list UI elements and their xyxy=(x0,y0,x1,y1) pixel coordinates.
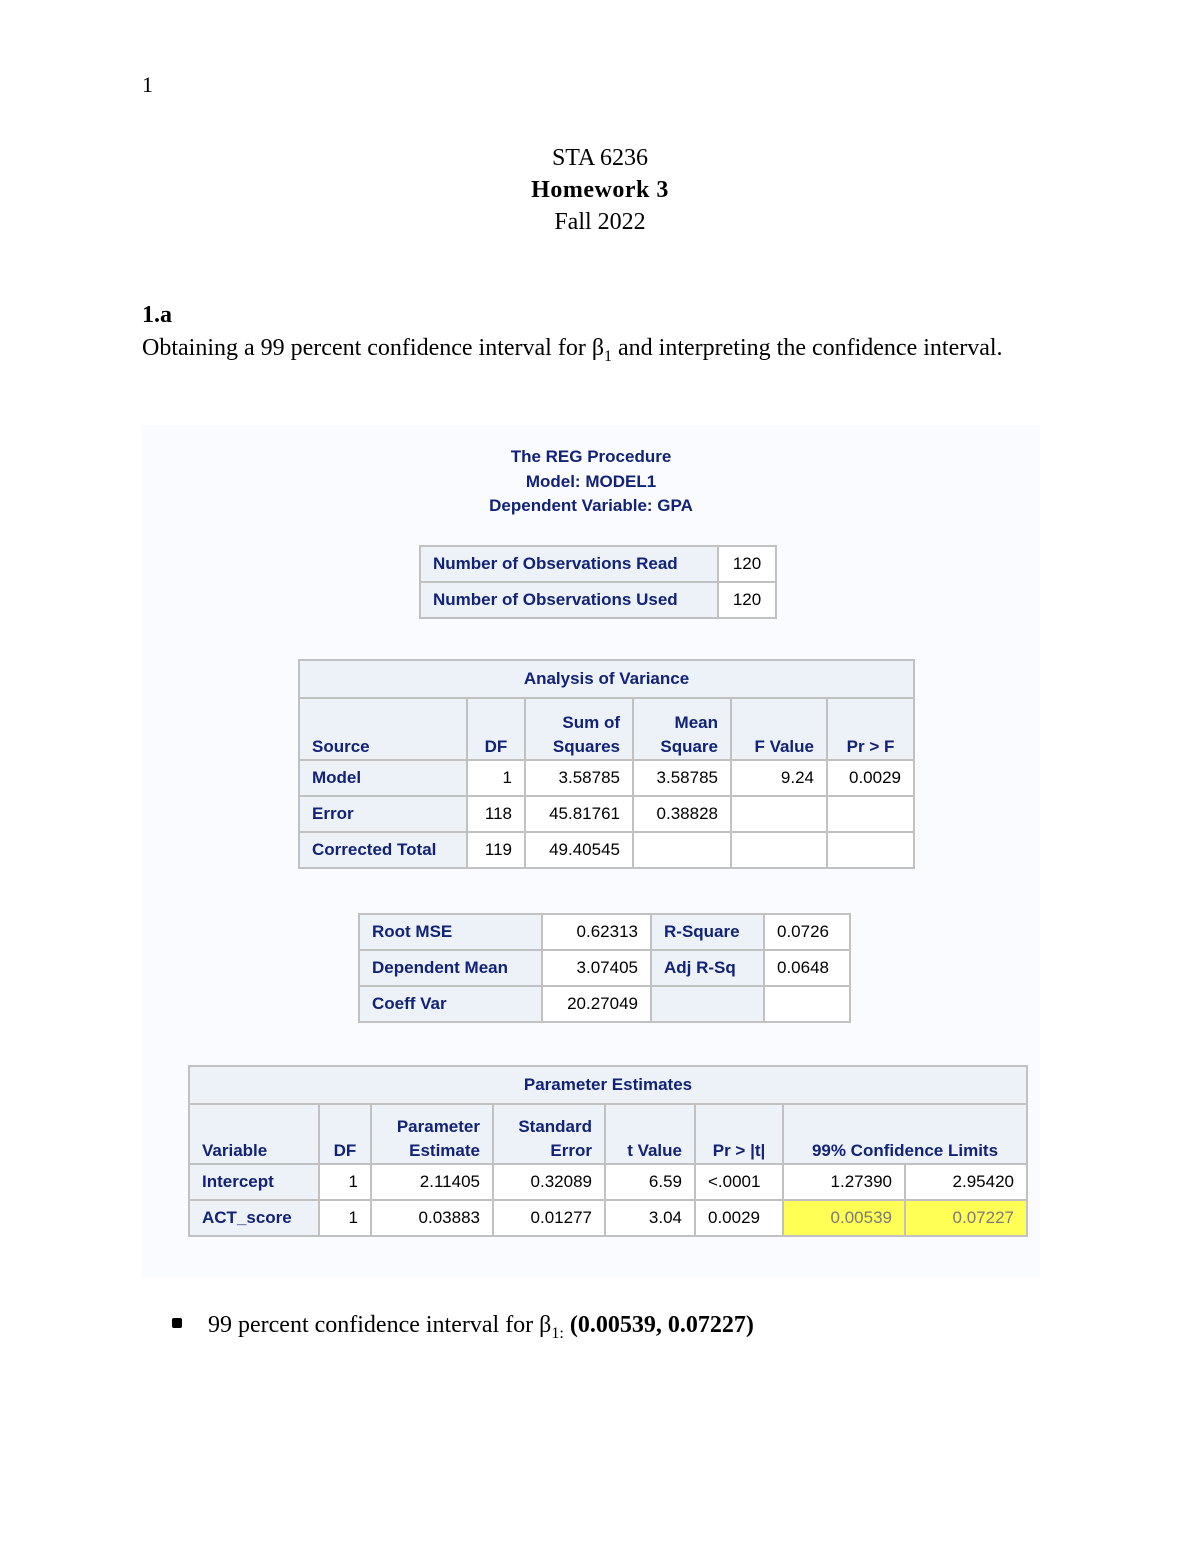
cell-p: 0.0029 xyxy=(827,760,914,796)
col-header-t-value: t Value xyxy=(605,1104,695,1164)
cell-ms xyxy=(633,832,731,868)
cell-lower-limit-highlighted: 0.00539 xyxy=(783,1200,905,1236)
col-header-sum-of-squares: Sum of Squares xyxy=(525,698,633,760)
col-header-standard-error: Standard Error xyxy=(493,1104,605,1164)
obs-value: 120 xyxy=(718,582,776,618)
cell-lower-limit: 1.27390 xyxy=(783,1164,905,1200)
document-header xyxy=(0,142,1200,238)
cell-f xyxy=(731,796,827,832)
cell-ss: 45.81761 xyxy=(525,796,633,832)
col-header-pr-t: Pr > |t| xyxy=(695,1104,783,1164)
cell-df: 1 xyxy=(319,1200,371,1236)
row-label: Error xyxy=(299,796,467,832)
page-number: 1 xyxy=(142,72,153,97)
question-text-after: and interpreting the confidence interval. xyxy=(612,335,1003,361)
cell-ss: 49.40545 xyxy=(525,832,633,868)
table-row xyxy=(299,760,914,796)
col-header-pr-f: Pr > F xyxy=(827,698,914,760)
sas-title-line: The REG Procedure xyxy=(510,447,672,466)
fit-value: 3.07405 xyxy=(542,950,651,986)
row-label: ACT_score xyxy=(189,1200,319,1236)
answer-text: 99 percent confidence interval for β xyxy=(208,1312,552,1338)
cell-std-error: 0.32089 xyxy=(493,1164,605,1200)
cell-ms: 0.38828 xyxy=(633,796,731,832)
col-header-df: DF xyxy=(319,1104,371,1164)
cell-f xyxy=(731,832,827,868)
cell-estimate: 0.03883 xyxy=(371,1200,493,1236)
fit-label xyxy=(651,986,764,1022)
col-header-source: Source xyxy=(299,698,467,760)
cell-t-value: 6.59 xyxy=(605,1164,695,1200)
fit-value xyxy=(764,986,850,1022)
cell-f: 9.24 xyxy=(731,760,827,796)
cell-p xyxy=(827,796,914,832)
row-label: Corrected Total xyxy=(299,832,467,868)
table-row xyxy=(299,796,914,832)
sas-output-screenshot xyxy=(142,425,1040,1278)
question-label: 1.a xyxy=(142,302,172,328)
params-title: Parameter Estimates xyxy=(189,1066,1027,1104)
row-label: Intercept xyxy=(189,1164,319,1200)
table-header-row xyxy=(299,698,914,760)
answer-bullet xyxy=(172,1312,754,1343)
sas-procedure-title xyxy=(142,445,1040,519)
anova-title: Analysis of Variance xyxy=(299,660,914,698)
assignment-title: Homework 3 xyxy=(531,177,669,203)
cell-estimate: 2.11405 xyxy=(371,1164,493,1200)
table-title-row xyxy=(299,660,914,698)
anova-table xyxy=(298,659,915,869)
answer-interval: (0.00539, 0.07227) xyxy=(563,1312,754,1338)
table-row xyxy=(420,582,776,618)
table-title-row xyxy=(189,1066,1027,1104)
cell-p-value: <.0001 xyxy=(695,1164,783,1200)
col-header-variable: Variable xyxy=(189,1104,319,1164)
obs-value: 120 xyxy=(718,546,776,582)
table-row xyxy=(359,986,850,1022)
fit-value: 0.0726 xyxy=(764,914,850,950)
bullet-icon xyxy=(172,1318,182,1328)
fit-value: 0.62313 xyxy=(542,914,651,950)
table-row xyxy=(359,914,850,950)
col-header-confidence-limits: 99% Confidence Limits xyxy=(783,1104,1027,1164)
question-text xyxy=(142,332,1052,373)
table-row xyxy=(189,1164,1027,1200)
fit-value: 20.27049 xyxy=(542,986,651,1022)
cell-t-value: 3.04 xyxy=(605,1200,695,1236)
obs-label: Number of Observations Read xyxy=(420,546,718,582)
cell-std-error: 0.01277 xyxy=(493,1200,605,1236)
col-header-df: DF xyxy=(467,698,525,760)
cell-df: 1 xyxy=(467,760,525,796)
cell-df: 118 xyxy=(467,796,525,832)
cell-df: 1 xyxy=(319,1164,371,1200)
fit-value: 0.0648 xyxy=(764,950,850,986)
sas-title-line: Dependent Variable: GPA xyxy=(489,496,693,515)
col-header-parameter-estimate: Parameter Estimate xyxy=(371,1104,493,1164)
cell-ss: 3.58785 xyxy=(525,760,633,796)
table-header-row xyxy=(189,1104,1027,1164)
col-header-f-value: F Value xyxy=(731,698,827,760)
cell-df: 119 xyxy=(467,832,525,868)
observations-table xyxy=(419,545,777,619)
fit-label: Dependent Mean xyxy=(359,950,542,986)
cell-p-value: 0.0029 xyxy=(695,1200,783,1236)
question-text-before: Obtaining a 99 percent confidence interval for β xyxy=(142,335,605,361)
cell-ms: 3.58785 xyxy=(633,760,731,796)
table-row xyxy=(189,1200,1027,1236)
term: Fall 2022 xyxy=(554,209,646,235)
cell-p xyxy=(827,832,914,868)
table-row xyxy=(420,546,776,582)
question-subscript: 1 xyxy=(604,347,613,365)
parameter-estimates-table xyxy=(188,1065,1028,1237)
table-row xyxy=(359,950,850,986)
row-label: Model xyxy=(299,760,467,796)
table-row xyxy=(299,832,914,868)
cell-upper-limit-highlighted: 0.07227 xyxy=(905,1200,1027,1236)
answer-subscript: 1: xyxy=(551,1324,564,1342)
fit-label: R-Square xyxy=(651,914,764,950)
obs-label: Number of Observations Used xyxy=(420,582,718,618)
cell-upper-limit: 2.95420 xyxy=(905,1164,1027,1200)
fit-label: Adj R-Sq xyxy=(651,950,764,986)
sas-title-line: Model: MODEL1 xyxy=(525,471,657,491)
fit-label: Root MSE xyxy=(359,914,542,950)
fit-statistics-table xyxy=(358,913,851,1023)
fit-label: Coeff Var xyxy=(359,986,542,1022)
course-code: STA 6236 xyxy=(551,145,649,171)
col-header-mean-square: Mean Square xyxy=(633,698,731,760)
